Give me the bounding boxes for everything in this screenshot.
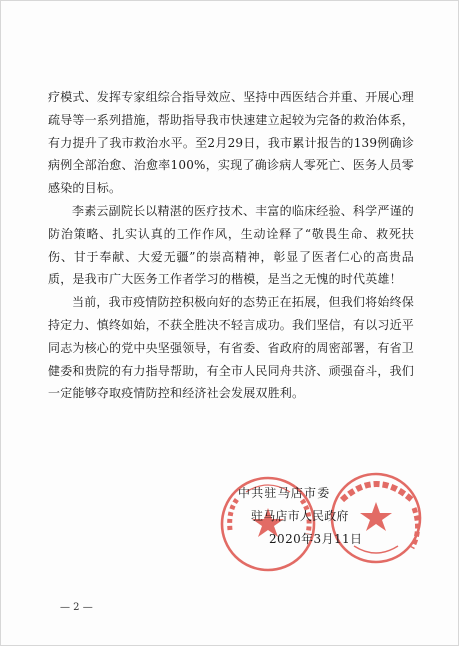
paragraph-continued: 疗模式、发挥专家组综合指导效应、坚持中西医结合并重、开展心理疏导等一系列措施，帮助指导我市快速建立起较为完备的救治体系，有力提升了我市救治水平。至2月29日，我市累计报告的139例确诊病例全部治愈、治愈率100%，实现了确诊病人零死亡、医务人员零感染的目标。 xyxy=(48,90,415,196)
page-number: — 2 — xyxy=(60,602,93,613)
signature-date: 2020年3月11日 xyxy=(269,532,363,546)
signature-party-committee: 中共驻马店市委 xyxy=(238,486,331,500)
paragraph-praise: 李素云副院长以精湛的医疗技术、丰富的临床经验、科学严谨的防治策略、扎实认真的工作作风，生动诠释了“敬畏生命、救死扶伤、甘于奉献、大爱无疆”的崇高精神，彰显了医者仁心的高贵品质，是我市广大医务工作者学习的楷模，是当之无愧的时代英雄！ xyxy=(48,203,414,287)
paragraph-outlook: 当前，我市疫情防控积极向好的态势正在拓展，但我们将始终保持定力、慎终如始，不获全胜决不轻言成功。我们坚信，有以习近平同志为核心的党中央坚强领导，有省委、省政府的周密部署，有省卫健委和贵院的有力指导帮助，有全市人民同舟共济、顽强奋斗，我们一定能够夺取疫情防控和经济社会发展双胜利。 xyxy=(48,295,415,401)
letter-body xyxy=(48,86,414,405)
signature-municipal-government: 驻马店市人民政府 xyxy=(251,509,349,523)
